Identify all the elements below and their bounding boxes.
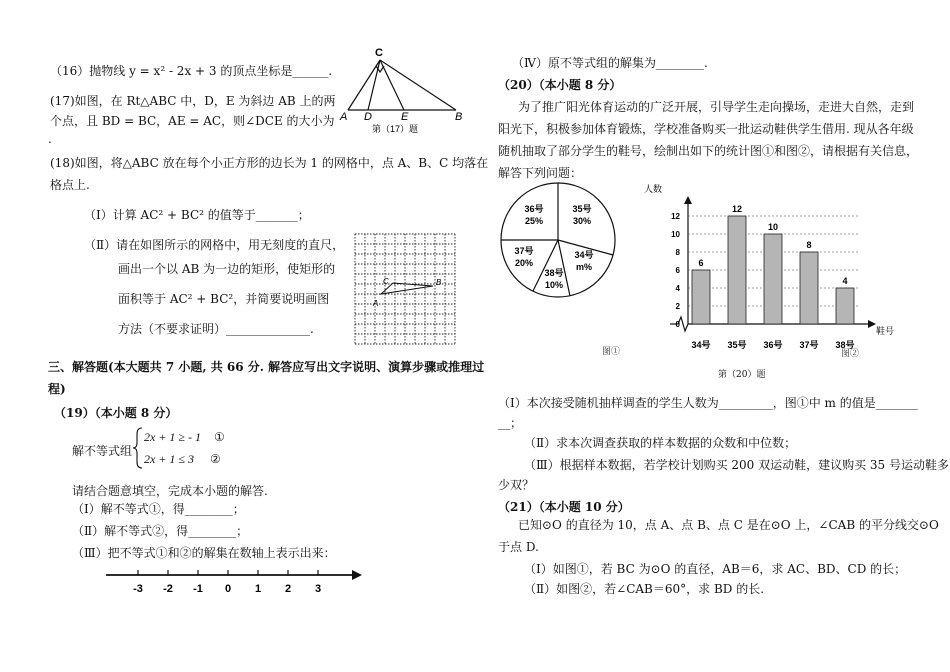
question-21-part1: （Ⅰ）如图①，若 BC 为⊙O 的直径，AB＝6，求 AC、BD、CD 的长； bbox=[524, 562, 907, 576]
bar-ytick-label: 0 bbox=[675, 320, 680, 329]
pie-label-34-value: m% bbox=[575, 262, 593, 272]
question-20-title: （20）（本小题 8 分） bbox=[498, 78, 622, 92]
question-20-para-line3: 随机抽取了部分学生的鞋号，绘制出如下的统计图①和图②，请根据有关信息， bbox=[498, 144, 919, 158]
question-18-part2-line1: （Ⅱ）请在如图所示的网格中，用无刻度的直尺， bbox=[84, 238, 345, 252]
bar-38号 bbox=[836, 288, 854, 324]
pie-chart bbox=[496, 182, 626, 362]
question-18-line1: (18)如图，将△ABC 放在每个小正方形的边长为 1 的网格中，点 A、B、C 均落在 bbox=[50, 156, 489, 170]
bar-category-label: 35号 bbox=[727, 340, 747, 350]
bar-34号 bbox=[692, 270, 710, 324]
section-3-heading-line1: 三、解答题(本大题共 7 小题, 共 66 分. 解答应写出文字说明、演算步骤或推理过 bbox=[48, 360, 485, 374]
pie-label-37-name: 37号 bbox=[514, 246, 534, 256]
pie-label-36-name: 36号 bbox=[524, 204, 544, 214]
bar-category-label: 38号 bbox=[835, 340, 855, 350]
inequality-1: 2x + 1 ≥ - 1 bbox=[144, 430, 202, 444]
number-line-label: 1 bbox=[254, 583, 262, 595]
question-20-part1-line1: （Ⅰ）本次接受随机抽样调查的学生人数为_________，图①中 m 的值是_______ bbox=[498, 396, 918, 410]
inequality-2: 2x + 1 ≤ 3 bbox=[144, 452, 195, 466]
question-20-para-line1: 为了推广阳光体育运动的广泛开展，引导学生走向操场，走进大自然，走到 bbox=[518, 100, 915, 114]
inequality-2-number: ② bbox=[210, 452, 221, 466]
section-3-heading-line2: 程) bbox=[48, 382, 66, 396]
question-19-part4: （Ⅳ）原不等式组的解集为________. bbox=[512, 56, 708, 70]
question-18-part2-line2: 画出一个以 AB 为一边的矩形，使矩形的 bbox=[118, 262, 336, 276]
question-18-part2-line4: 方法（不要求证明）______________. bbox=[118, 322, 314, 336]
number-line-label: -2 bbox=[163, 583, 173, 595]
grid-figure bbox=[353, 232, 465, 352]
question-19-title: （19）（本小题 8 分） bbox=[54, 406, 178, 420]
bar-ytick-label: 6 bbox=[675, 266, 680, 275]
pie-label-37-value: 20% bbox=[514, 258, 534, 268]
pie-label-36-value: 25% bbox=[524, 216, 544, 226]
bar-ytick-label: 4 bbox=[675, 284, 680, 293]
question-19-instruction: 请结合题意填空，完成本小题的解答. bbox=[72, 484, 268, 498]
bar-value-label: 10 bbox=[767, 222, 779, 232]
question-16: （16）抛物线 y = x² - 2x + 3 的顶点坐标是______. bbox=[50, 64, 333, 78]
grid-label-c: C bbox=[383, 277, 389, 286]
bar-category-label: 34号 bbox=[691, 340, 711, 350]
number-line-label: -1 bbox=[193, 583, 203, 595]
bar-35号 bbox=[728, 216, 746, 324]
pie-caption: 图① bbox=[601, 346, 620, 356]
question-18-part1: （Ⅰ）计算 AC² + BC² 的值等于_______； bbox=[84, 208, 310, 222]
pie-label-38-value: 10% bbox=[544, 280, 564, 290]
question-20-part3-line2: 少双？ bbox=[498, 478, 535, 492]
question-20-para-line2: 阳光下，积极参加体育锻炼，学校准备购买一批运动鞋供学生借用. 现从各年级 bbox=[498, 122, 914, 136]
question-21-para-line1: 已知⊙O 的直径为 10，点 A、点 B、点 C 是在⊙O 上，∠CAB 的平分线交⊙O bbox=[518, 518, 939, 532]
bar-36号 bbox=[764, 234, 782, 324]
bar-value-label: 12 bbox=[731, 204, 743, 214]
question-17-line2: 个点，且 BD = BC，AE = AC，则∠DCE 的大小为 bbox=[50, 114, 335, 128]
question-18-part2-line3: 面积等于 AC² + BC²，并简要说明画图 bbox=[118, 292, 330, 306]
number-line-label: -3 bbox=[133, 583, 143, 595]
fig17-label-b: B bbox=[455, 111, 463, 123]
fig17-label-c: C bbox=[375, 47, 383, 59]
bar-value-label: 6 bbox=[698, 258, 704, 268]
bar-37号 bbox=[800, 252, 818, 324]
question-19-part1: （Ⅰ）解不等式①，得________； bbox=[72, 502, 245, 516]
fig17-label-d: D bbox=[364, 111, 372, 123]
fig17-caption: 第（17）题 bbox=[372, 124, 419, 134]
bar-category-label: 37号 bbox=[799, 340, 819, 350]
bar-xlabel: 鞋号 bbox=[876, 326, 895, 336]
bar-category-label: 36号 bbox=[763, 340, 783, 350]
question-20-para-line4: 解答下列问题： bbox=[498, 166, 583, 180]
question-20-part1-line2: __； bbox=[498, 416, 523, 430]
bar-ytick-label: 10 bbox=[671, 230, 680, 239]
number-line-label: 0 bbox=[224, 583, 232, 595]
fig17-label-e: E bbox=[401, 111, 409, 123]
question-21-part2: （Ⅱ）如图②，若∠CAB＝60°，求 BD 的长. bbox=[524, 582, 765, 596]
bar-value-label: 4 bbox=[842, 276, 848, 286]
question-20-part2: （Ⅱ）求本次调查获取的样本数据的众数和中位数； bbox=[524, 436, 797, 450]
question-21-title: （21）（本小题 10 分） bbox=[498, 500, 630, 514]
pie-label-34-name: 34号 bbox=[574, 250, 594, 260]
system-brace bbox=[132, 426, 144, 470]
question-19-prefix: 解不等式组 bbox=[72, 444, 133, 458]
grid-label-a: A bbox=[373, 299, 379, 308]
bar-chart bbox=[636, 180, 898, 365]
bar-ytick-label: 12 bbox=[671, 212, 680, 221]
number-line bbox=[100, 566, 368, 600]
question-19-part3: （Ⅲ）把不等式①和②的解集在数轴上表示出来： bbox=[72, 546, 336, 560]
bar-ytick-label: 2 bbox=[675, 302, 680, 311]
bar-ytick-label: 8 bbox=[675, 248, 680, 257]
pie-label-35-value: 30% bbox=[572, 216, 592, 226]
pie-label-35-name: 35号 bbox=[572, 204, 592, 214]
figure-20-caption: 第（20）题 bbox=[718, 370, 766, 380]
question-20-part3-line1: （Ⅲ）根据样本数据，若学校计划购买 200 双运动鞋，建议购买 35 号运动鞋多 bbox=[524, 458, 950, 472]
bar-caption: 图② bbox=[841, 348, 860, 358]
inequality-1-number: ① bbox=[214, 430, 225, 444]
number-line-label: 3 bbox=[314, 583, 322, 595]
question-21-para-line2: 于点 D. bbox=[498, 540, 539, 554]
fig17-label-a: A bbox=[340, 111, 348, 123]
number-line-label: 2 bbox=[284, 583, 292, 595]
pie-label-38-name: 38号 bbox=[544, 268, 564, 278]
question-17-line3: . bbox=[48, 132, 52, 146]
bar-ylabel: 人数 bbox=[644, 184, 663, 194]
question-17-line1: (17)如图，在 Rt△ABC 中，D，E 为斜边 AB 上的两 bbox=[50, 94, 336, 108]
bar-value-label: 8 bbox=[806, 240, 812, 250]
figure-17-triangle bbox=[338, 46, 470, 136]
grid-label-b: B bbox=[436, 278, 442, 287]
question-18-line2: 格点上. bbox=[50, 178, 90, 192]
question-19-part2: （Ⅱ）解不等式②，得________； bbox=[72, 524, 249, 538]
